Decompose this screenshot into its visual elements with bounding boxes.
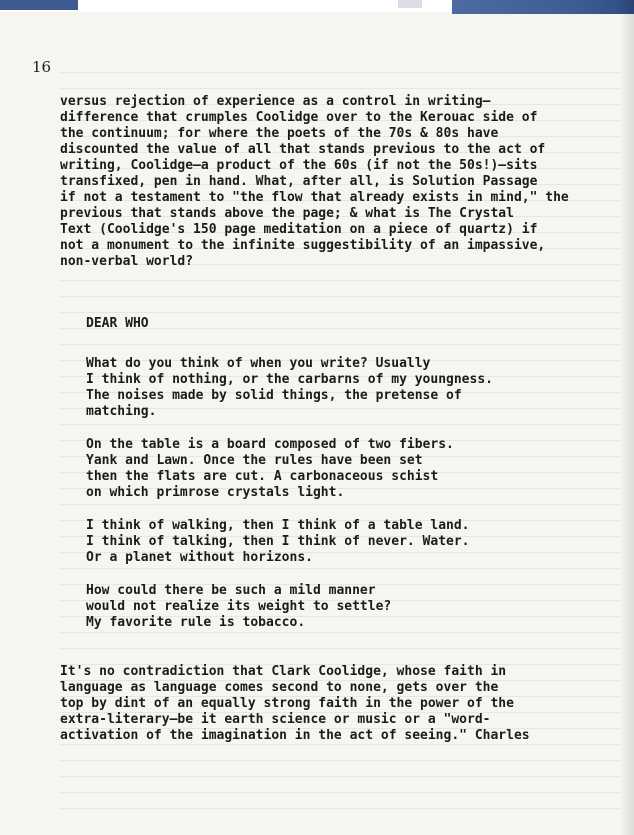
page-number: 16 [32, 58, 52, 76]
poem-title: DEAR WHO [86, 316, 149, 331]
poem-stanza: How could there be such a mild manner would not realize its weight to settle? My favorite rule is tobacco. [86, 583, 392, 630]
intro-line: versus rejection of experience as a control in writing— [60, 94, 491, 109]
page-body [60, 94, 580, 744]
intro-line: Text (Coolidge's 150 page meditation on a piece of quartz) if [60, 222, 538, 237]
intro-line: difference that crumples Coolidge over to the Kerouac side of [60, 110, 538, 125]
intro-paragraph [60, 94, 580, 270]
poem-stanza: On the table is a board composed of two fibers. Yank and Lawn. Once the rules have been set then the flats are cut. A carbonaceous schist on which primrose crystals light. [86, 437, 454, 500]
poem-stanza: I think of walking, then I think of a table land. I think of talking, then I think of never. Water. Or a planet without horizons. [86, 518, 470, 565]
intro-line: the continuum; for where the poets of the 70s & 80s have [60, 126, 499, 141]
page-edge-shadow [620, 0, 634, 835]
binder-tab-right [452, 0, 634, 14]
binder-tab-left [0, 0, 78, 10]
intro-line: non-verbal world? [60, 254, 194, 269]
intro-line: if not a testament to "the flow that already exists in mind," the [60, 190, 569, 205]
intro-line: writing, Coolidge—a product of the 60s (if not the 50s!)—sits [60, 158, 538, 173]
intro-line: previous that stands above the page; & what is The Crystal [60, 206, 514, 221]
poem-stanza: What do you think of when you write? Usually I think of nothing, or the carbarns of my youngness. The noises made by solid things, the pretense of matching. [86, 356, 493, 419]
closing-paragraph: It's no contradiction that Clark Coolidge, whose faith in language as language comes second to none, gets over the top by dint of an equally strong faith in the power of the extra-literary—be it earth science or music or a "word- activation of the imagination in the act of seeing." Charles [60, 664, 530, 743]
intro-line: transfixed, pen in hand. What, after all, is Solution Passage [60, 174, 538, 189]
binder-tab-middle [398, 0, 422, 8]
intro-line: not a monument to the infinite suggestibility of an impassive, [60, 238, 546, 253]
poem-body [86, 356, 580, 631]
intro-line: discounted the value of all that stands previous to the act of [60, 142, 546, 157]
